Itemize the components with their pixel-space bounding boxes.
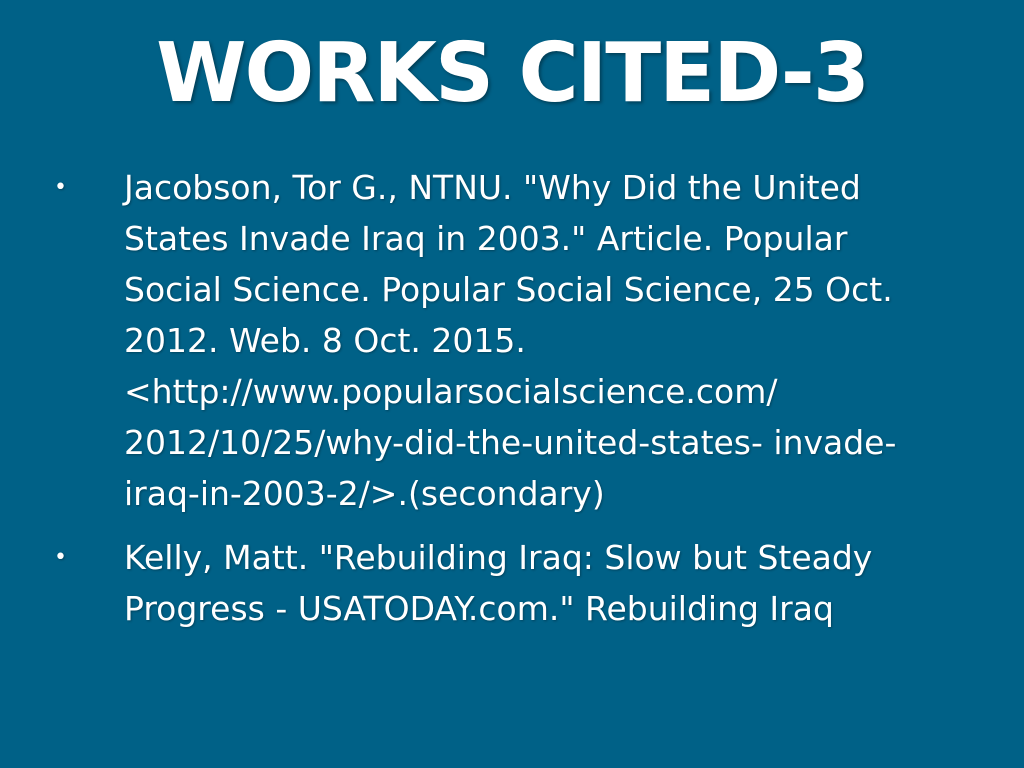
citation-text: Jacobson, Tor G., NTNU. "Why Did the United States Invade Iraq in 2003." Article. Popular Social Science. Popular Social Science, 25 Oct. 2012. Web. 8 Oct. 2015. <http://www.popularsocialscience.com/ 2012/10/25/why-did-the-united-states- invade- iraq-in-2003-2/>.(secondary) [124,168,897,513]
citation-list [0,162,1024,676]
slide-title: WORKS CITED-3 [156,26,868,121]
citation-text: Kelly, Matt. "Rebuilding Iraq: Slow but Steady Progress - USATODAY.com." Rebuilding Iraq [124,538,873,628]
citation-item [0,532,909,634]
bullet-icon: • [54,175,67,200]
citation-item [0,162,909,519]
bullet-icon: • [54,545,67,570]
